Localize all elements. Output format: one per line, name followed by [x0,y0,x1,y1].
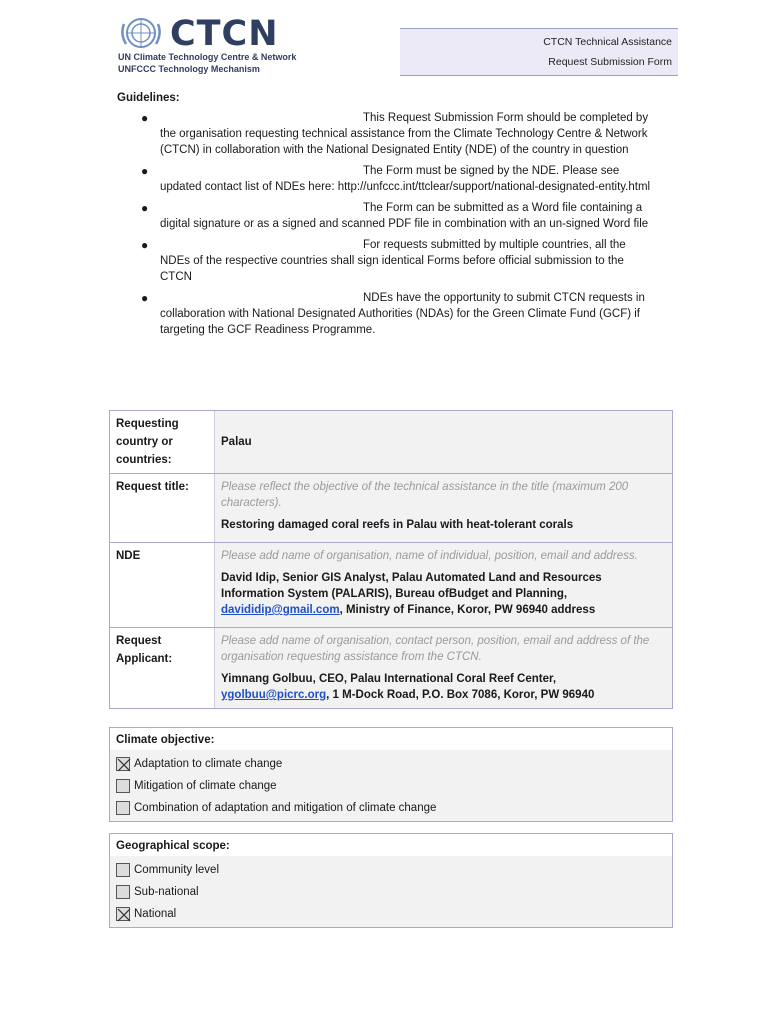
climate-objective-box [109,727,673,822]
climate-option-mitigation [116,775,666,797]
checkbox[interactable] [116,779,130,793]
guidelines-section [117,92,657,343]
applicant-email-link[interactable]: ygolbuu@picrc.org [221,689,327,701]
title-hint: Please reflect the objective of the technical assistance in the title (maximum 200 characters). [221,481,629,509]
guideline-text: For requests submitted by multiple countries, all the NDEs of the respective countries shall sign identical Forms before official submission to the CTCN [160,239,626,283]
checkbox[interactable] [116,801,130,815]
country-field[interactable] [214,411,672,473]
nde-label: NDE [116,550,141,562]
guideline-text: NDEs have the opportunity to submit CTCN requests in collaboration with National Designated Authorities (NDAs) for the Green Climate Fund (GCF) if targeting the GCF Readiness Programme. [160,292,645,336]
geo-option-subnational [116,881,666,903]
climate-option-adaptation [116,753,666,775]
applicant-label: Request Applicant: [116,635,173,665]
header-title: CTCN Technical Assistance [543,36,672,48]
guideline-item [117,110,657,158]
climate-option-combination [116,797,666,819]
guideline-item [117,237,657,285]
checkbox[interactable] [116,885,130,899]
country-label: Requesting country or countries: [116,418,179,466]
guideline-item [117,163,657,195]
applicant-hint: Please add name of organisation, contact person, position, email and address of the organisation requesting assistance from the CTCN. [221,635,650,663]
guideline-text: The Form can be submitted as a Word file containing a digital signature or as a signed and scanned PDF file in combination with an un-signed Word file [160,202,649,230]
checkbox[interactable] [116,863,130,877]
option-label: Combination of adaptation and mitigation of climate change [134,802,437,814]
title-value: Restoring damaged coral reefs in Palau with heat-tolerant corals [221,519,574,531]
option-label: Sub-national [134,886,199,898]
geo-option-national [116,903,666,925]
applicant-text-end: , 1 M-Dock Road, P.O. Box 7086, Koror, PW 96940 [326,689,595,701]
applicant-field[interactable] [214,628,672,708]
checkbox-checked[interactable] [116,757,130,771]
title-row [110,474,672,543]
bullet-icon: ● [141,291,149,305]
applicant-text: Yimnang Golbuu, CEO, Palau International Coral Reef Center, [221,673,557,685]
header-subtitle: Request Submission Form [548,56,672,68]
geographical-scope-title: Geographical scope: [110,834,672,856]
title-field[interactable] [214,474,672,542]
bullet-icon: ● [141,238,149,252]
bullet-icon: ● [141,201,149,215]
logo-title: CTCN [170,14,279,54]
checkbox-checked[interactable] [116,907,130,921]
guideline-item [117,290,657,338]
option-label: Mitigation of climate change [134,780,277,792]
nde-hint: Please add name of organisation, name of individual, position, email and address. [221,550,638,562]
nde-field[interactable] [214,543,672,627]
country-value: Palau [221,436,252,448]
option-label: Adaptation to climate change [134,758,283,770]
nde-text: David Idip, Senior GIS Analyst, Palau Automated Land and Resources Information System (PALARIS), Bureau ofBudget and Planning, [221,572,602,600]
climate-objective-title: Climate objective: [110,728,672,750]
ctcn-logo [118,14,338,76]
x-mark-icon [117,758,131,772]
title-label: Request title: [116,481,189,493]
guideline-text: The Form must be signed by the NDE. Please see updated contact list of NDEs here: http://unfccc.int/ttclear/support/national-designated-entity.html [160,165,651,193]
guideline-item [117,200,657,232]
nde-text-end: , Ministry of Finance, Koror, PW 96940 address [339,604,596,616]
option-label: National [134,908,177,920]
bullet-icon: ● [141,111,149,125]
request-form-table [109,410,673,709]
nde-email-link[interactable]: davididip@gmail.com [221,604,340,616]
geographical-scope-box [109,833,673,928]
nde-value [221,570,666,618]
x-mark-icon [117,908,131,922]
country-row [110,411,672,474]
geo-option-community [116,859,666,881]
logo-subtitle-1: UN Climate Technology Centre & Network [118,52,297,62]
geo-options [110,856,672,927]
applicant-value [221,671,666,703]
bullet-icon: ● [141,164,149,178]
guidelines-title: Guidelines: [117,92,180,104]
nde-row [110,543,672,628]
applicant-row [110,628,672,708]
un-emblem-icon [118,14,164,54]
form-header [400,28,678,76]
logo-subtitle-2: UNFCCC Technology Mechanism [118,64,260,74]
option-label: Community level [134,864,219,876]
guideline-text: This Request Submission Form should be completed by the organisation requesting technical assistance from the Climate Technology Centre & Network (CTCN) in collaboration with the National Designated Entity (NDE) of the country in question [160,112,649,156]
climate-options [110,750,672,821]
